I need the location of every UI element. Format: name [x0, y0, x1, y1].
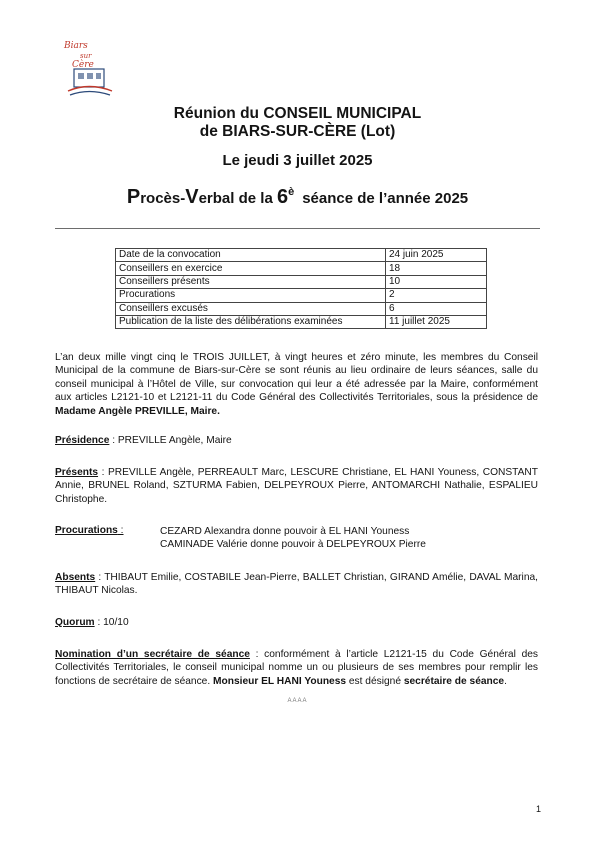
convocation-info-table [115, 248, 487, 329]
table-row: Conseillers présents 10 [116, 275, 487, 288]
logo-text-biars: Biars [64, 41, 88, 51]
intro-paragraph: L’an deux mille vingt cinq le TROIS JUILLET, à vingt heures et zéro minute, les membres du Conseil Municipal de la commune de Biars-sur-Cère se sont réunis au lieu ordinaire de leurs séances, salle du conseil municipal à l’Hôtel de Ville, sur convocation qui leur a été adressée par la Maire, conformément aux articles L2121-10 et L2121-11 du Code Général des Collectivités Territoriales, sous la présidence de Madame Angèle PREVILLE, Maire. [55, 352, 538, 417]
meeting-title: Réunion du CONSEIL MUNICIPAL [173, 105, 422, 122]
page-number: 1 [536, 804, 542, 814]
table-row: Conseillers en exercice 18 [116, 262, 487, 275]
table-row: Date de la convocation 24 juin 2025 [116, 249, 487, 262]
procurations-label: Procurations : [55, 525, 124, 536]
secretaire-section: Nomination d’un secrétaire de séance : conformément à l’article L2121-15 du Code Général des Collectivités Territoriales, le conseil municipal nomme un ou plusieurs de ses membres pour remplir les fonctions de secrétaire de séance. Monsieur EL HANI Youness est désigné secrétaire de séance. [55, 649, 538, 687]
procuration-line: CEZARD Alexandra donne pouvoir à EL HANI Youness [160, 526, 410, 537]
table-row: Procurations 2 [116, 289, 487, 302]
meeting-date: Le jeudi 3 juillet 2025 [222, 152, 373, 169]
proces-verbal-title: Procès-Verbal de la $6^è$ séance de l’année 2025 [126, 186, 469, 208]
logo-text-sur: sur [80, 52, 92, 60]
table-row: Conseillers excusés 6 [116, 302, 487, 315]
header-divider [55, 228, 540, 229]
quorum-section: Quorum : 10/10 [55, 617, 129, 628]
table-row: Publication de la liste des délibérations examinées 11 juillet 2025 [116, 315, 487, 328]
presents-section: Présents : PREVILLE Angèle, PERREAULT Marc, LESCURE Christiane, EL HANI Youness, CONSTANT Annie, BRUNEL Roland, SZTURMA Fabien, DELPEYROUX Pierre, ANTOMARCHI Nathalie, ESPALIEU Christophe. [55, 467, 538, 505]
logo-text-cere: Cère [72, 60, 94, 70]
meeting-location: de BIARS-SUR-CÈRE (Lot) [199, 123, 396, 140]
town-logo [60, 38, 118, 98]
section-mark: AAAA [287, 698, 308, 704]
absents-section: Absents : THIBAUT Emilie, COSTABILE Jean-Pierre, BALLET Christian, GIRAND Amélie, DAVAL Marina, THIBAUT Nicolas. [55, 572, 538, 597]
presidence-section: Présidence : PREVILLE Angèle, Maire [55, 435, 232, 446]
procuration-line: CAMINADE Valérie donne pouvoir à DELPEYROUX Pierre [160, 539, 426, 550]
